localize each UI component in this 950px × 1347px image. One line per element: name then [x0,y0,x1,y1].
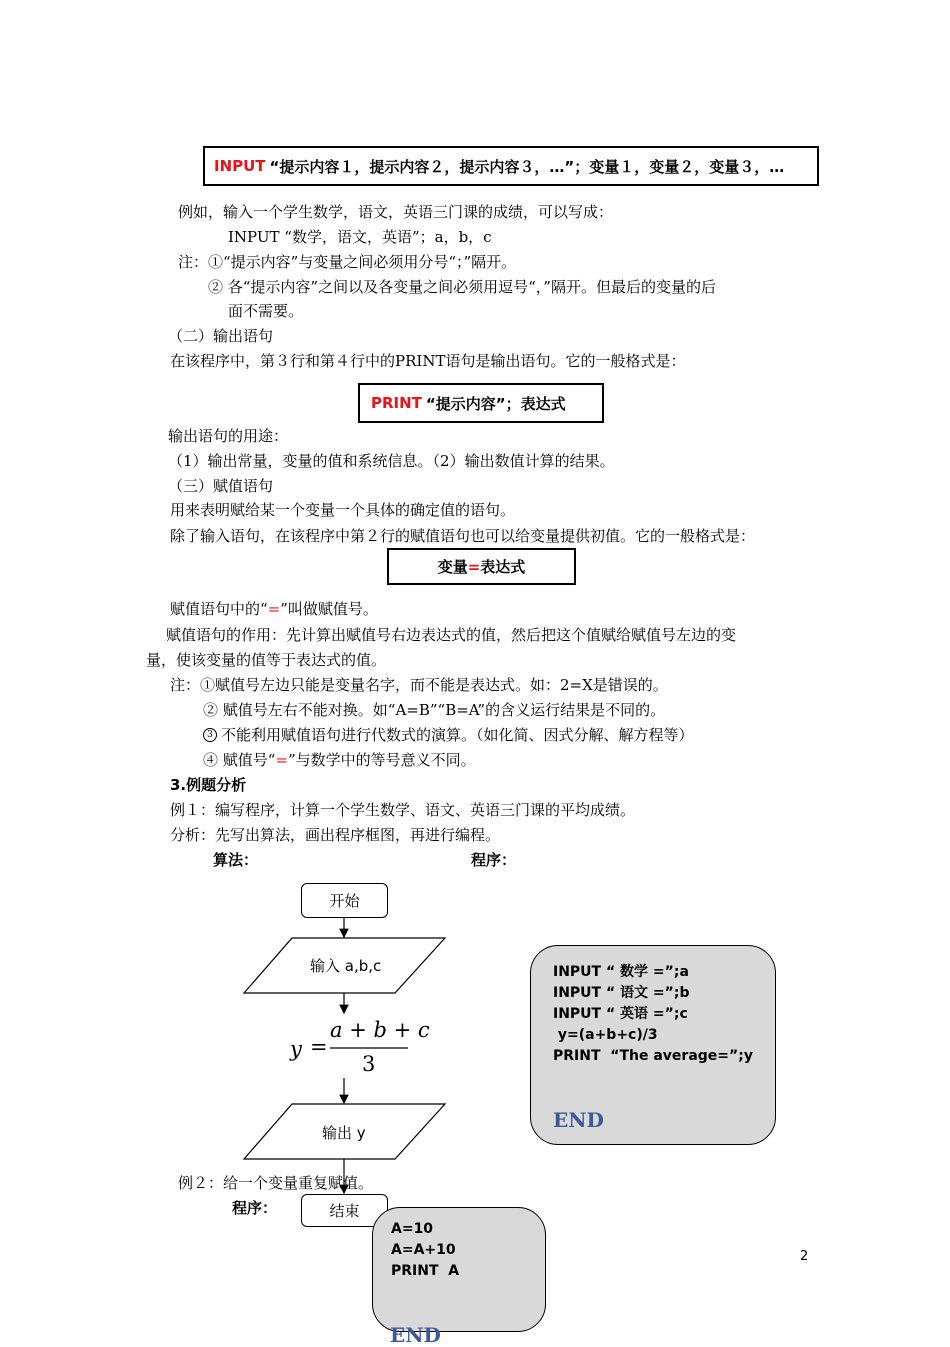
assign-sign-b: ”叫做赋值号。 [280,600,378,618]
examples-heading: 3.例题分析 [170,776,247,794]
program-label: 程序： [471,851,517,869]
assign-note-1: 注：①赋值号左边只能是变量名字，而不能是表达式。如：2=X是错误的。 [170,676,668,694]
algorithm-label: 算法： [213,851,259,869]
output-uses: （1）输出常量，变量的值和系统信息。（2）输出数值计算的结果。 [168,452,615,470]
flowchart-start-label: 开始 [329,892,360,910]
note-2a: ② 各“提示内容”之间以及各变量之间必须用逗号“，”隔开。但最后的变量的后 [208,278,716,296]
output-heading: （二）输出语句 [168,327,274,345]
assign-note-3-marker: 3 [203,728,217,742]
assign-note-3: 不能利用赋值语句进行代数式的演算。（如化简、因式分解、解方程等） [221,726,694,744]
assign-line-2: 除了输入语句，在该程序中第２行的赋值语句也可以给变量提供初值。它的一般格式是： [170,527,756,545]
program-2-end: END [390,1323,441,1347]
note-2b: 面不需要。 [228,302,304,320]
assign-note-4-eq: = [275,751,289,769]
flowchart-output-label: 输出 y [322,1124,366,1142]
program-2-line: A=10 [391,1221,434,1237]
flowchart-end-label: 结束 [329,1202,360,1220]
formula-denominator: 3 [362,1052,376,1076]
flowchart-start [301,883,388,918]
assign-heading: （三）赋值语句 [168,477,274,495]
assign-box-right: 表达式 [480,558,526,576]
output-use-title: 输出语句的用途： [168,427,289,445]
program-1-end: END [553,1108,604,1132]
program-1-lines [553,962,753,1067]
input-keyword: INPUT [214,157,266,175]
program-2-box [372,1207,546,1332]
assign-note-2: ② 赋值号左右不能对换。如“A=B”“B=A”的含义运行结果是不同的。 [203,701,666,719]
assign-effect-a: 赋值语句的作用：先计算出赋值号右边表达式的值，然后把这个值赋给赋值号左边的变 [166,626,737,644]
analysis: 分析：先写出算法，画出程序框图，再进行编程。 [170,826,501,844]
assign-box-left: 变量 [437,558,468,576]
page-number: 2 [800,1249,809,1264]
program-1-line: PRINT “The average=”;y [553,1048,753,1064]
program-2-line: PRINT A [391,1263,460,1279]
input-format-text: “提示内容１，提示内容２，提示内容３，…”；变量１，变量２，变量３，… [269,157,785,176]
example-2: 例２：给一个变量重复赋值。 [178,1174,374,1192]
assign-sign-a: 赋值语句中的“ [170,600,268,618]
program-1-line: y=(a+b+c)/3 [553,1027,658,1043]
program-1-box [530,945,776,1145]
print-keyword: PRINT [371,394,422,412]
output-intro: 在该程序中，第３行和第４行中的PRINT语句是输出语句。它的一般格式是： [170,352,686,370]
assign-line-1: 用来表明赋给某一个变量一个具体的确定值的语句。 [170,501,516,519]
program-label-2: 程序： [232,1199,278,1217]
flowchart-input-label: 输入 a,b,c [310,957,382,975]
assign-effect-b: 量，使该变量的值等于表达式的值。 [146,651,387,669]
example-text: 例如，输入一个学生数学，语文，英语三门课的成绩，可以写成： [178,203,614,221]
formula-numerator: a + b + c [330,1018,430,1042]
formula-y: y [290,1037,302,1061]
note-1: 注：①“提示内容”与变量之间必须用分号“；”隔开。 [178,253,517,271]
assign-note-4b: ”与数学中的等号意义不同。 [288,751,476,769]
assign-note-4a: ④ 赋值号“ [203,751,276,769]
example-code: INPUT “数学，语文，英语”；a，b，c [228,228,492,246]
assign-sign-eq: = [267,600,281,618]
program-2-line: A=A+10 [391,1242,456,1258]
program-1-line: INPUT “ 语文 =”;b [553,985,690,1001]
print-format-text: “提示内容”；表达式 [425,394,566,413]
assign-box-eq: = [467,557,481,576]
program-1-line: INPUT “ 英语 =”;c [553,1006,688,1022]
formula-eq: = [310,1035,328,1059]
program-2-lines [391,1219,459,1282]
program-1-line: INPUT “ 数学 =”;a [553,964,689,980]
example-1: 例１：编写程序，计算一个学生数学、语文、英语三门课的平均成绩。 [170,801,636,819]
